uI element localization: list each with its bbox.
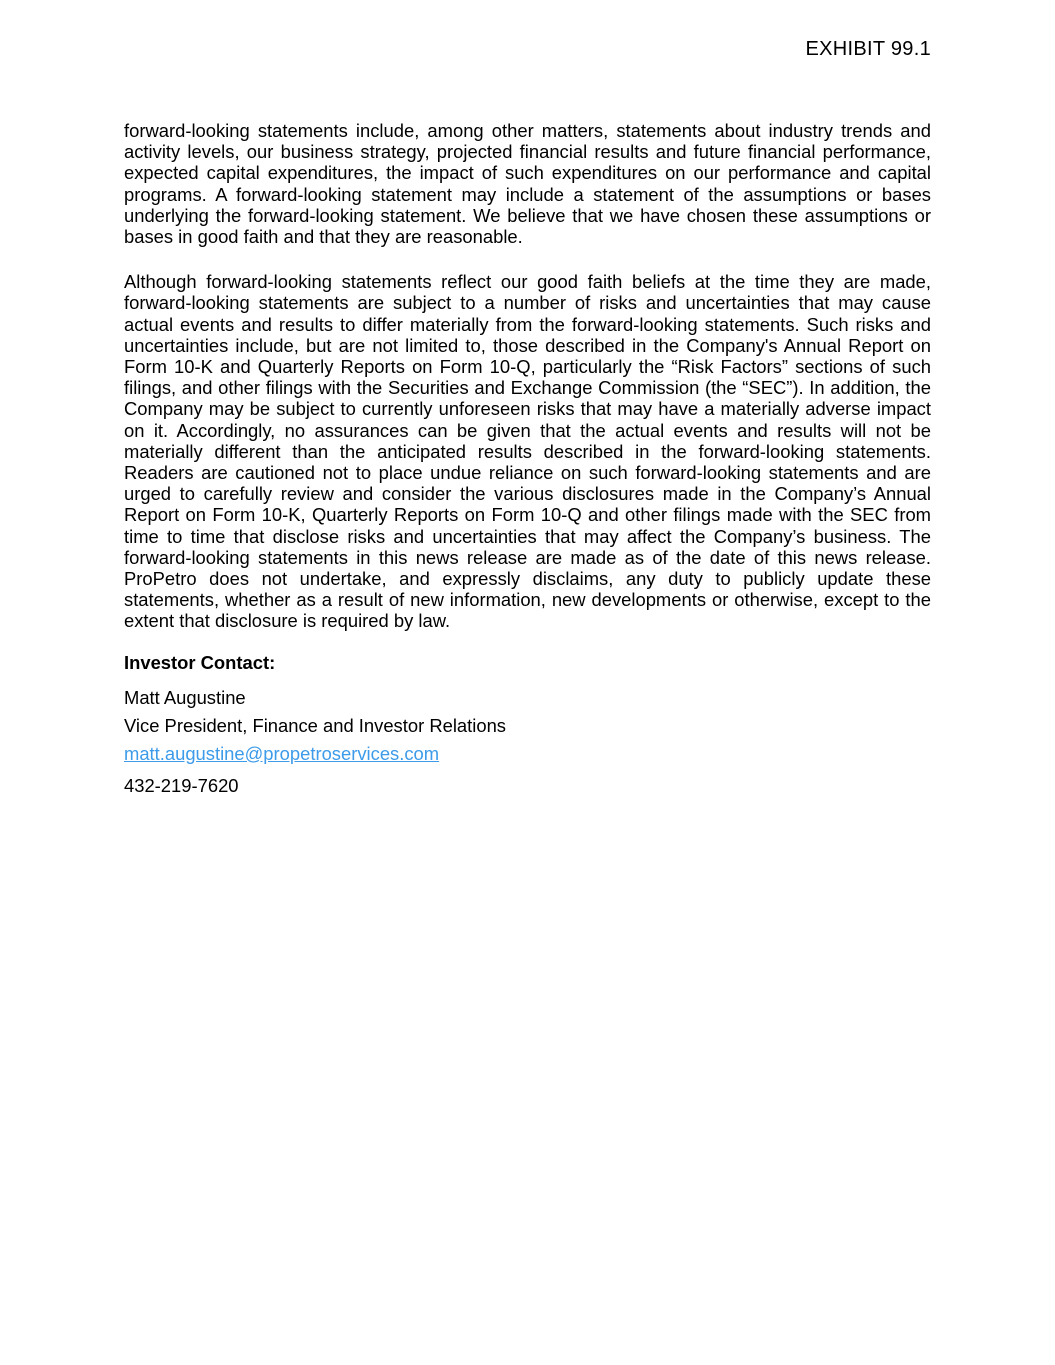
contact-email-link[interactable]: matt.augustine@propetroservices.com: [124, 742, 440, 764]
contact-phone: 432-219-7620: [124, 774, 239, 796]
forward-looking-paragraph: forward-looking statements include, among other matters, statements about industry trends and activity levels, our business strategy, projected financial results and future financial performance, expected capital expenditures, the impact of such expenditures on our performance and capital programs. A forward-looking statement may include a statement of the assumptions or bases underlying the forward-looking statement. We believe that we have chosen these assumptions or bases in good faith and that they are reasonable.: [124, 120, 931, 248]
contact-name: Matt Augustine: [124, 686, 246, 708]
investor-contact-heading: Investor Contact:: [124, 651, 276, 673]
contact-title: Vice President, Finance and Investor Relations: [124, 714, 506, 736]
document-body: [124, 120, 931, 803]
exhibit-label: EXHIBIT 99.1: [805, 38, 931, 60]
investor-contact-block: [124, 652, 931, 797]
risk-disclaimer-paragraph: Although forward-looking statements reflect our good faith beliefs at the time they are made, forward-looking statements are subject to a number of risks and uncertainties that may cause actual events and results to differ materially from the forward-looking statements. Such risks and uncertainties include, but are not limited to, those described in the Company's Annual Report on Form 10-K and Quarterly Reports on Form 10-Q, particularly the “Risk Factors” sections of such filings, and other filings with the Securities and Exchange Commission (the “SEC”). In addition, the Company may be subject to currently unforeseen risks that may have a materially adverse impact on it. Accordingly, no assurances can be given that the actual events and results will not be materially different than the anticipated results described in the forward-looking statements. Readers are cautioned not to place undue reliance on such forward-looking statements and are urged to carefully review and consider the various disclosures made in the Company’s Annual Report on Form 10-K, Quarterly Reports on Form 10-Q and other filings made with the SEC from time to time that disclose risks and uncertainties that may affect the Company’s business. The forward-looking statements in this news release are made as of the date of this news release. ProPetro does not undertake, and expressly disclaims, any duty to publicly update these statements, whether as a result of new information, new developments or otherwise, except to the extent that disclosure is required by law.: [124, 271, 931, 632]
